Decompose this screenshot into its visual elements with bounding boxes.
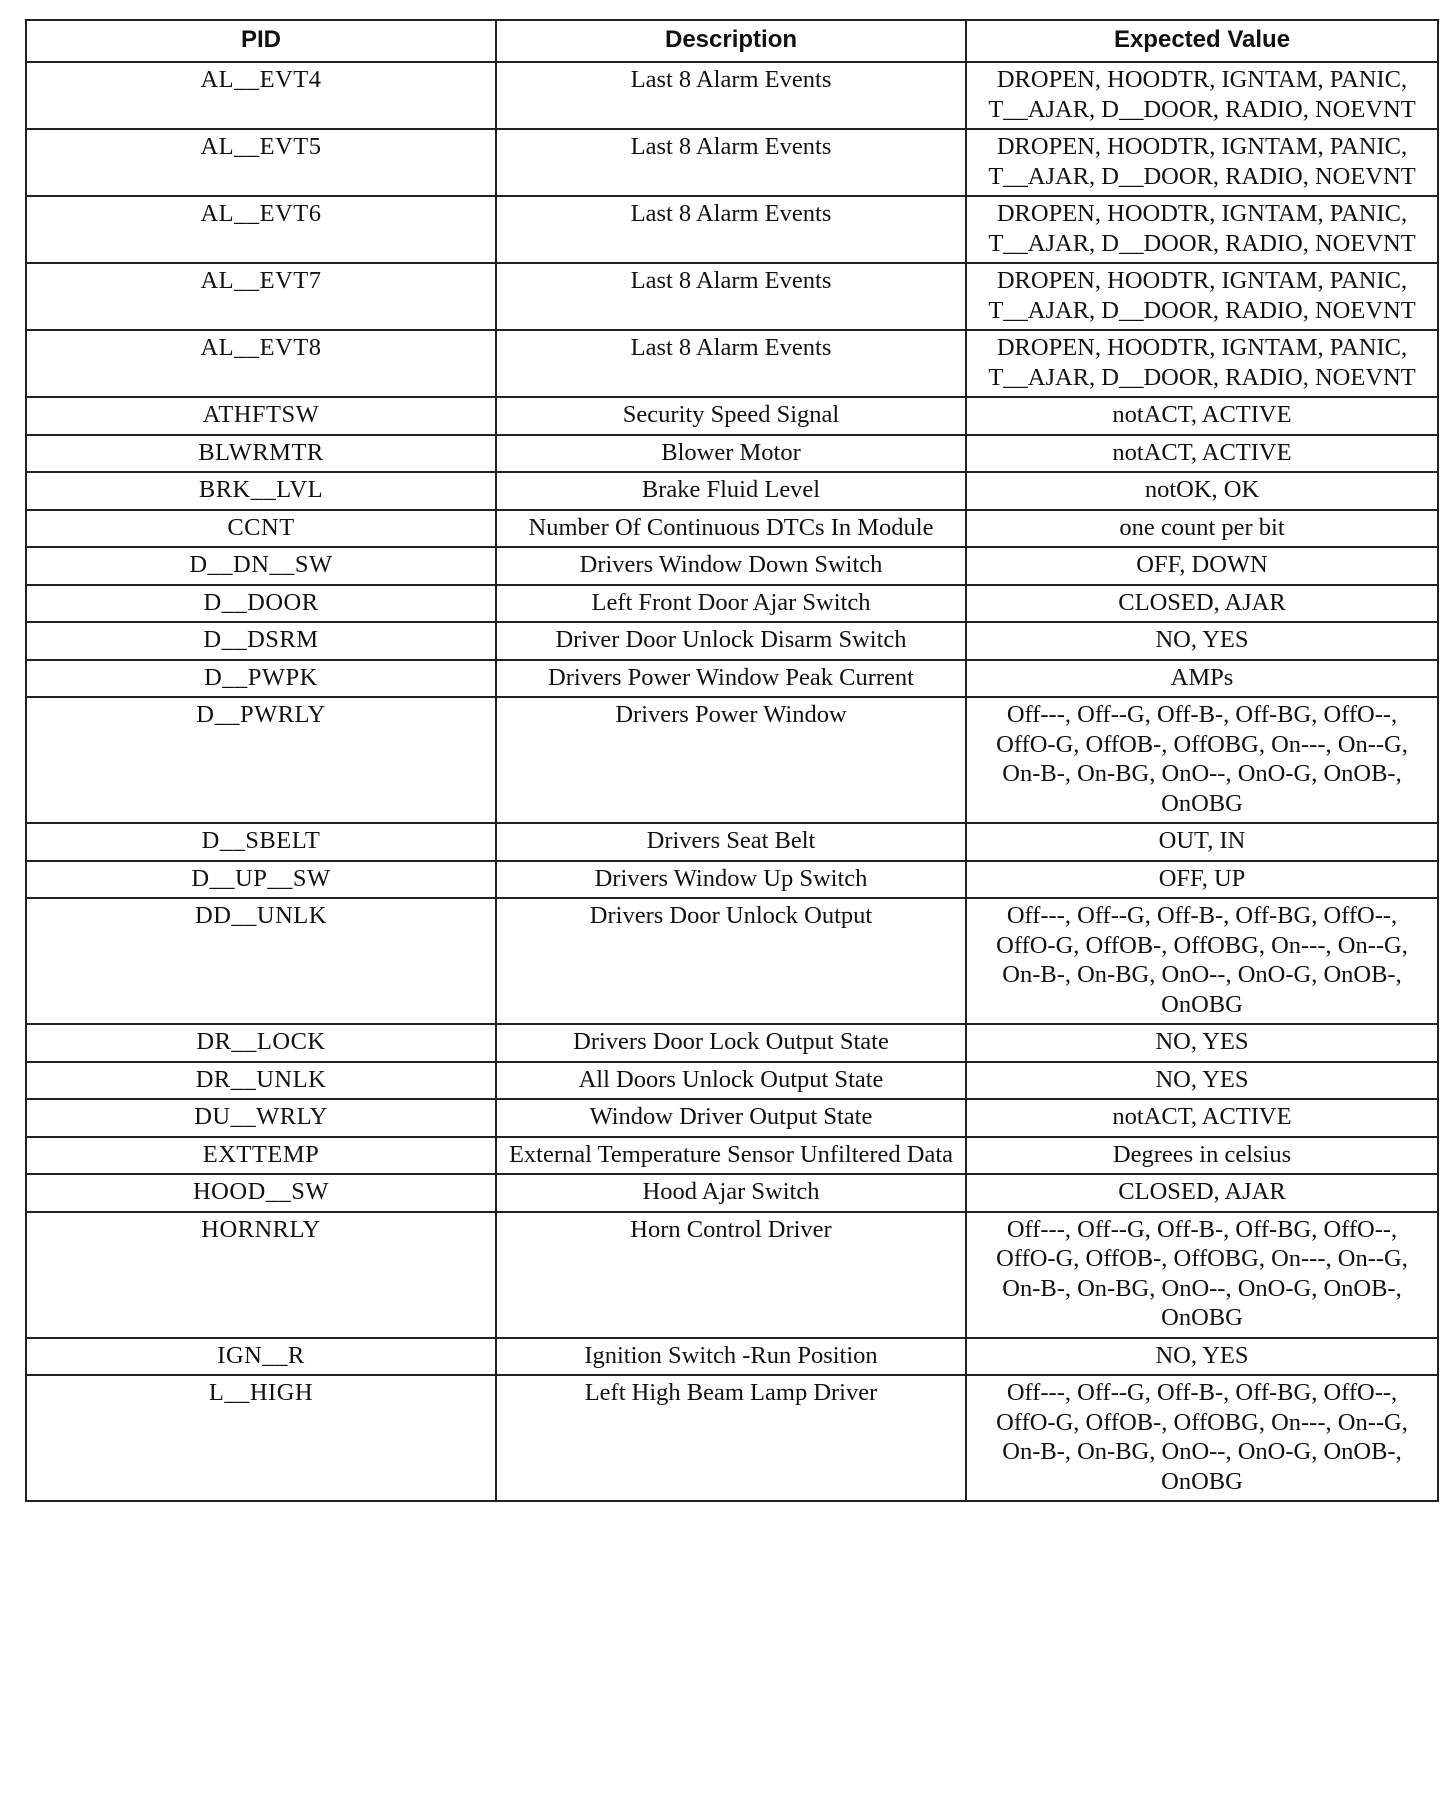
description-cell: Drivers Window Up Switch (496, 861, 966, 899)
pid-cell: IGN__R (26, 1338, 496, 1376)
description-cell: Last 8 Alarm Events (496, 330, 966, 397)
pid-cell: CCNT (26, 510, 496, 548)
expected-value-cell: NO, YES (966, 1024, 1438, 1062)
table-row (26, 547, 1438, 585)
expected-value-cell: OUT, IN (966, 823, 1438, 861)
pid-cell: D__SBELT (26, 823, 496, 861)
expected-value-cell: DROPEN, HOODTR, IGNTAM, PANIC, T__AJAR, D__DOOR, RADIO, NOEVNT (966, 196, 1438, 263)
expected-value-cell: notACT, ACTIVE (966, 397, 1438, 435)
table-row (26, 1062, 1438, 1100)
header-description: Description (496, 20, 966, 62)
table-row (26, 435, 1438, 473)
table-row (26, 1174, 1438, 1212)
pid-cell: D__UP__SW (26, 861, 496, 899)
table-row (26, 1338, 1438, 1376)
pid-cell: AL__EVT6 (26, 196, 496, 263)
description-cell: Drivers Seat Belt (496, 823, 966, 861)
description-cell: Brake Fluid Level (496, 472, 966, 510)
pid-cell: BLWRMTR (26, 435, 496, 473)
description-cell: Blower Motor (496, 435, 966, 473)
description-cell: Driver Door Unlock Disarm Switch (496, 622, 966, 660)
expected-value-cell: notACT, ACTIVE (966, 1099, 1438, 1137)
description-cell: Horn Control Driver (496, 1212, 966, 1338)
table-row (26, 397, 1438, 435)
description-cell: Left Front Door Ajar Switch (496, 585, 966, 623)
pid-cell: D__DOOR (26, 585, 496, 623)
pid-cell: HORNRLY (26, 1212, 496, 1338)
table-row (26, 196, 1438, 263)
pid-cell: DD__UNLK (26, 898, 496, 1024)
expected-value-cell: Off---, Off--G, Off-B-, Off-BG, OffO--, OffO-G, OffOB-, OffOBG, On---, On--G, On-B-, On-BG, OnO--, OnO-G, OnOB-, OnOBG (966, 1375, 1438, 1501)
table-row (26, 1024, 1438, 1062)
description-cell: External Temperature Sensor Unfiltered Data (496, 1137, 966, 1175)
table-row (26, 1212, 1438, 1338)
description-cell: Drivers Power Window (496, 697, 966, 823)
description-cell: Security Speed Signal (496, 397, 966, 435)
table-row (26, 62, 1438, 129)
pid-table (25, 19, 1439, 1502)
pid-cell: D__PWPK (26, 660, 496, 698)
expected-value-cell: one count per bit (966, 510, 1438, 548)
table-row (26, 263, 1438, 330)
table-row (26, 330, 1438, 397)
header-pid: PID (26, 20, 496, 62)
description-cell: Drivers Door Unlock Output (496, 898, 966, 1024)
description-cell: Number Of Continuous DTCs In Module (496, 510, 966, 548)
expected-value-cell: Off---, Off--G, Off-B-, Off-BG, OffO--, OffO-G, OffOB-, OffOBG, On---, On--G, On-B-, On-BG, OnO--, OnO-G, OnOB-, OnOBG (966, 697, 1438, 823)
pid-cell: AL__EVT5 (26, 129, 496, 196)
expected-value-cell: NO, YES (966, 622, 1438, 660)
table-row (26, 510, 1438, 548)
pid-cell: AL__EVT7 (26, 263, 496, 330)
expected-value-cell: OFF, UP (966, 861, 1438, 899)
expected-value-cell: AMPs (966, 660, 1438, 698)
table-row (26, 861, 1438, 899)
expected-value-cell: OFF, DOWN (966, 547, 1438, 585)
pid-cell: DR__LOCK (26, 1024, 496, 1062)
table-row (26, 697, 1438, 823)
pid-cell: AL__EVT4 (26, 62, 496, 129)
pid-cell: EXTTEMP (26, 1137, 496, 1175)
expected-value-cell: DROPEN, HOODTR, IGNTAM, PANIC, T__AJAR, D__DOOR, RADIO, NOEVNT (966, 129, 1438, 196)
description-cell: Last 8 Alarm Events (496, 263, 966, 330)
table-row (26, 129, 1438, 196)
pid-cell: HOOD__SW (26, 1174, 496, 1212)
description-cell: Drivers Door Lock Output State (496, 1024, 966, 1062)
expected-value-cell: CLOSED, AJAR (966, 1174, 1438, 1212)
expected-value-cell: Off---, Off--G, Off-B-, Off-BG, OffO--, OffO-G, OffOB-, OffOBG, On---, On--G, On-B-, On-BG, OnO--, OnO-G, OnOB-, OnOBG (966, 1212, 1438, 1338)
description-cell: Last 8 Alarm Events (496, 62, 966, 129)
pid-cell: L__HIGH (26, 1375, 496, 1501)
table-row (26, 472, 1438, 510)
description-cell: Drivers Window Down Switch (496, 547, 966, 585)
description-cell: Left High Beam Lamp Driver (496, 1375, 966, 1501)
expected-value-cell: Off---, Off--G, Off-B-, Off-BG, OffO--, OffO-G, OffOB-, OffOBG, On---, On--G, On-B-, On-BG, OnO--, OnO-G, OnOB-, OnOBG (966, 898, 1438, 1024)
expected-value-cell: Degrees in celsius (966, 1137, 1438, 1175)
description-cell: Last 8 Alarm Events (496, 196, 966, 263)
table-row (26, 585, 1438, 623)
expected-value-cell: notACT, ACTIVE (966, 435, 1438, 473)
table-row (26, 660, 1438, 698)
description-cell: Ignition Switch -Run Position (496, 1338, 966, 1376)
pid-cell: DU__WRLY (26, 1099, 496, 1137)
expected-value-cell: NO, YES (966, 1062, 1438, 1100)
pid-cell: BRK__LVL (26, 472, 496, 510)
description-cell: Hood Ajar Switch (496, 1174, 966, 1212)
table-row (26, 1375, 1438, 1501)
pid-cell: ATHFTSW (26, 397, 496, 435)
pid-cell: D__PWRLY (26, 697, 496, 823)
expected-value-cell: DROPEN, HOODTR, IGNTAM, PANIC, T__AJAR, D__DOOR, RADIO, NOEVNT (966, 330, 1438, 397)
expected-value-cell: DROPEN, HOODTR, IGNTAM, PANIC, T__AJAR, D__DOOR, RADIO, NOEVNT (966, 62, 1438, 129)
description-cell: Window Driver Output State (496, 1099, 966, 1137)
pid-cell: D__DSRM (26, 622, 496, 660)
description-cell: Drivers Power Window Peak Current (496, 660, 966, 698)
description-cell: Last 8 Alarm Events (496, 129, 966, 196)
description-cell: All Doors Unlock Output State (496, 1062, 966, 1100)
pid-cell: D__DN__SW (26, 547, 496, 585)
table-row (26, 622, 1438, 660)
pid-cell: AL__EVT8 (26, 330, 496, 397)
pid-cell: DR__UNLK (26, 1062, 496, 1100)
table-row (26, 1137, 1438, 1175)
expected-value-cell: notOK, OK (966, 472, 1438, 510)
header-expected-value: Expected Value (966, 20, 1438, 62)
table-row (26, 898, 1438, 1024)
expected-value-cell: NO, YES (966, 1338, 1438, 1376)
expected-value-cell: DROPEN, HOODTR, IGNTAM, PANIC, T__AJAR, D__DOOR, RADIO, NOEVNT (966, 263, 1438, 330)
expected-value-cell: CLOSED, AJAR (966, 585, 1438, 623)
table-row (26, 823, 1438, 861)
header-row (26, 20, 1438, 62)
table-row (26, 1099, 1438, 1137)
